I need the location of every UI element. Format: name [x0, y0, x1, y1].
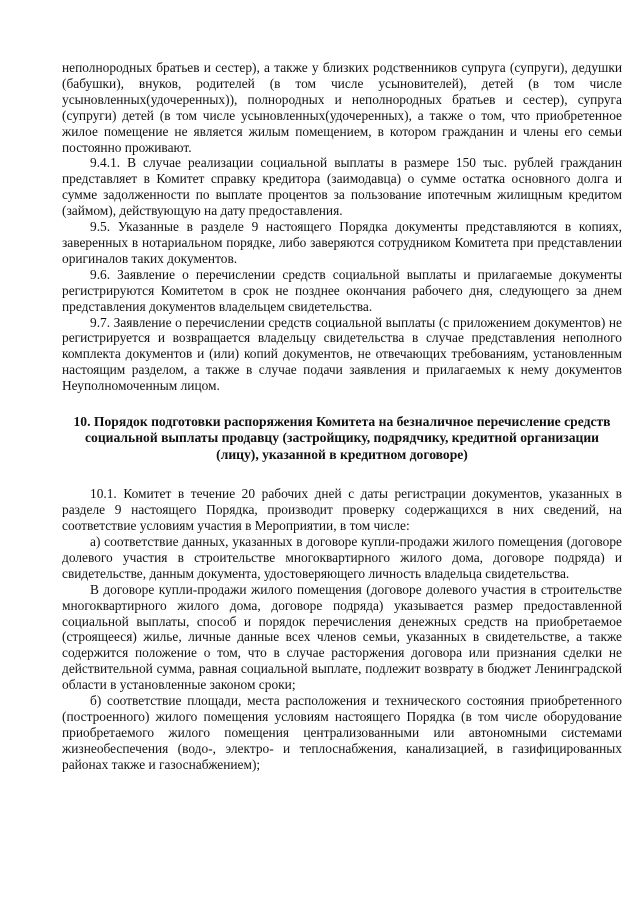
paragraph: а) соответствие данных, указанных в договоре купли-продажи жилого помещения (договоре долевого участия в строительстве многоквартирного жилого дома, договоре подряда) и свидетельстве, данным документа, удостоверяющего личность владельца свидетельства.: [62, 533, 622, 581]
document-page: [62, 60, 622, 773]
paragraphs-after: [62, 486, 622, 772]
paragraph: 9.5. Указанные в разделе 9 настоящего Порядка документы представляются в копиях, заверенных в нотариальном порядке, либо заверяются сотрудником Комитета при представлении оригиналов таких документов.: [62, 219, 622, 266]
paragraph: В договоре купли-продажи жилого помещения (договоре долевого участия в строительстве многоквартирного жилого дома, договоре подряда) указывается размер предоставленной социальной выплаты, способ и порядок перечисления денежных средств на приобретаемое (строящееся) жилье, личные данные всех членов семьи, указанных в свидетельстве, а также содержится положение о том, что в случае расторжения договора или признания сделки не действительной сумма, равная социальной выплате, подлежит возврату в бюджет Ленинградской области в установленные законом сроки;: [62, 581, 622, 693]
paragraphs-before: [62, 60, 622, 394]
section-heading: 10. Порядок подготовки распоряжения Комитета на безналичное перечисление средств социальной выплаты продавцу (застройщику, подрядчику, кредитной организации (лицу), указанной в кредитном договоре): [73, 414, 611, 462]
paragraph: 9.4.1. В случае реализации социальной выплаты в размере 150 тыс. рублей гражданин представляет в Комитет справку кредитора (заимодавца) о сумме остатка основного долга и сумме задолженности по выплате процентов за пользование ипотечным жилищным кредитом (займом), действующую на дату предоставления.: [62, 155, 622, 219]
paragraph: 10.1. Комитет в течение 20 рабочих дней с даты регистрации документов, указанных в разделе 9 настоящего Порядка, производит проверку содержащихся в них сведений, на соответствие условиям участия в Мероприятии, в том числе:: [62, 486, 622, 534]
paragraph: неполнородных братьев и сестер), а также у близких родственников супруга (супруги), дедушки (бабушки), внуков, родителей (в том числе усыновителей), детей (в том числе усыновленных(удочеренных)), полнородных и неполнородных братьев и сестер), супруга (супруги) детей (в том числе усыновленных(удочеренных), а также о том, что приобретенное жилое помещение не является жилым помещением, в котором гражданин и члены его семьи постоянно проживают.: [62, 60, 622, 155]
paragraph: 9.7. Заявление о перечислении средств социальной выплаты (с приложением документов) не регистрируется и возвращается владельцу свидетельства в случае представления неполного комплекта документов и (или) копий документов, не отвечающих требованиям, установленным настоящим разделом, а также в случае подачи заявления и прилагаемых к нему документов Неуполномоченным лицом.: [62, 314, 622, 394]
paragraph: 9.6. Заявление о перечислении средств социальной выплаты и прилагаемые документы регистрируются Комитетом в срок не позднее окончания рабочего дня, следующего за днем представления документов владельцем свидетельства.: [62, 266, 622, 314]
paragraph: б) соответствие площади, места расположения и технического состояния приобретенного (построенного) жилого помещения условиям настоящего Порядка (в том числе оборудование приобретаемого жилого помещения централизованными или автономными системами жизнеобеспечения (водо-, электро- и теплоснабжения, канализацией, в газифицированных районах также и газоснабжением);: [62, 693, 622, 772]
